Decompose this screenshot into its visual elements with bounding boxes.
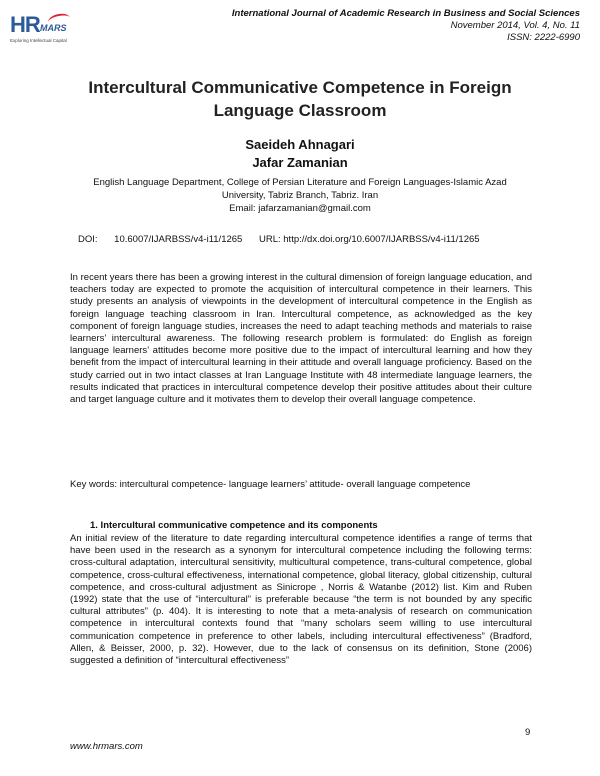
abstract-text: In recent years there has been a growing interest in the cultural dimension of foreign language education, and teachers today are expected to promote the acquisition of intercultural competence in their learners. This study presents an analysis of viewpoints in the development of intercultural competence in the English as foreign language teaching classroom in Iran. Intercultural competence, as acknowledged as the key component of foreign language studies, increases the need to adapt teaching methods and materials to raise learners’ intercultural awareness. The following research problem is formulated: do English as foreign language learners’ attitudes become more positive due to the impact of intercultural learning and how they benefit from the impact of intercultural learning in their attitude and overall language proficiency. Based on the study carried out in two intact classes at Iran Language Institute with 48 intermediate language learners, the results indicated that practices in intercultural competence develop their positive attitudes about their culture and target language culture and it motivates them to develop their overall language competence. [70,272,532,406]
affiliation-line-2: University, Tabriz Branch, Tabriz. Iran [221,190,379,201]
section-1-heading: 1. Intercultural communicative competence and its components [90,520,378,531]
journal-issn: ISSN: 2222-6990 [507,32,580,43]
hrmars-logo [10,8,98,52]
page-number: 9 [525,727,531,738]
logo-tagline: Exploring Intellectual Capital [10,38,67,43]
doi-value[interactable]: 10.6007/IJARBSS/v4-i11/1265 [114,234,243,245]
journal-issue: November 2014, Vol. 4, No. 11 [450,20,580,31]
doi-url[interactable]: URL: http://dx.doi.org/10.6007/IJARBSS/v4-i11/1265 [258,234,480,245]
author-2: Jafar Zamanian [252,155,348,170]
affiliation-line-1: English Language Department, College of Persian Literature and Foreign Languages-Islamic Azad [93,177,507,188]
footer-url[interactable]: www.hrmars.com [70,741,143,752]
author-email: Email: jafarzamanian@gmail.com [229,203,371,214]
journal-name: International Journal of Academic Research in Business and Social Sciences [231,8,580,19]
doi-line [78,234,494,245]
doi-label: DOI: [78,234,98,245]
paper-title: Intercultural Communicative Competence in Foreign Language Classroom [88,78,512,120]
author-1: Saeideh Ahnagari [245,137,355,152]
logo-sub-text: MARS [40,23,67,33]
journal-header [232,8,580,44]
keywords: Key words: intercultural competence- language learners’ attitude- overall language competence [70,479,471,490]
section-1-body: An initial review of the literature to date regarding intercultural competence identifies a range of terms that have been used in the research as a synonym for intercultural competence including the following terms: cross-cultural adaptation, intercultural sensitivity, multicultural competence, trans-cultural competence, global competence, cross-cultural effectiveness, international competence, global literacy, global citizenship, cultural competence, and cross-cultural adjustment as Sinicrope , Norris & Watanbe (2012) list. Kim and Ruben (1992) state that the use of “intercultural” is preferable because “the term is not bounded by any specific cultural attributes” (p. 404). It is interesting to note that a meta-analysis of research on communication competence in intercultural contexts found that “many scholars seem willing to use intercultural communication competence in preference to other labels, including intercultural effectiveness” (Bradford, Allen, & Beisser, 2000, p. 32). However, due to the lack of consensus on its definition, Stone (2006) suggested a definition of “intercultural effectiveness” [70,533,532,667]
affiliation [70,176,530,215]
logo-main-text: HR [10,12,40,37]
